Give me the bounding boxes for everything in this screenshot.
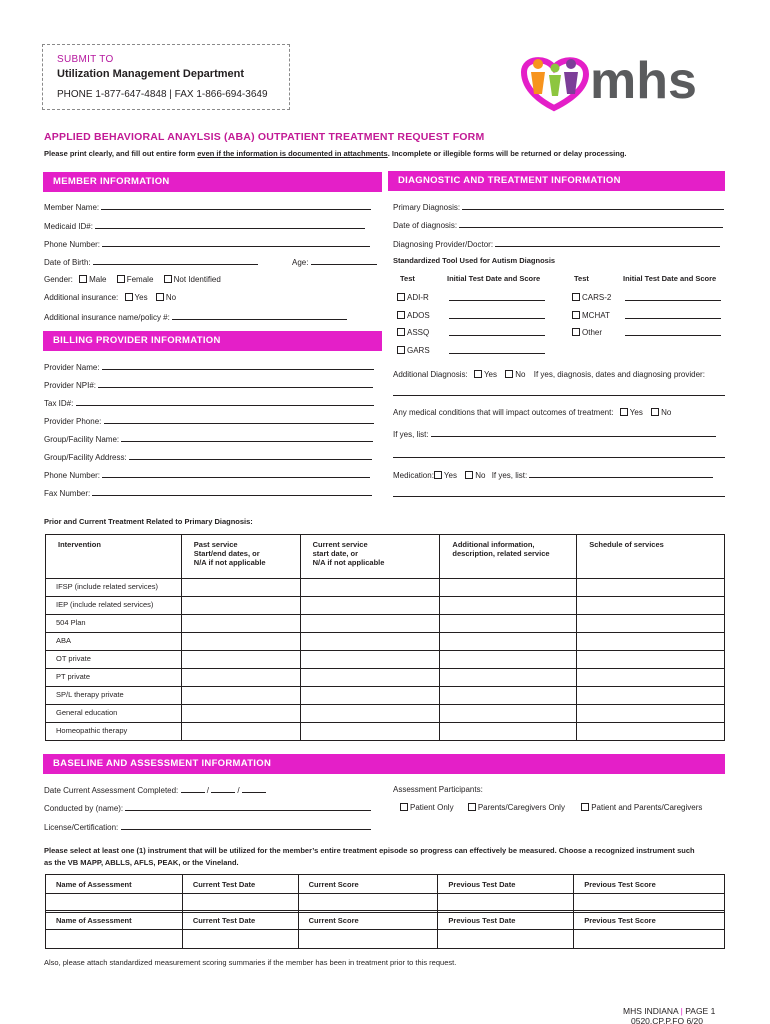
col-test-left: Test (400, 274, 415, 283)
form-instruction: Please print clearly, and fill out entire form even if the information is documented in attachments. Incomplete or illegible forms will be returned or delay processing. (44, 149, 627, 158)
treatment-cell[interactable] (577, 597, 725, 615)
as2-cell[interactable] (574, 930, 725, 949)
treatment-cell[interactable] (300, 633, 440, 651)
test-cars-2: CARS-2 (572, 293, 611, 302)
provider-npi-field[interactable]: Provider NPI#: (44, 380, 373, 390)
tool-heading: Standardized Tool Used for Autism Diagnosis (393, 256, 556, 265)
medical-list-line-2[interactable] (393, 457, 725, 458)
treatment-cell[interactable] (181, 705, 300, 723)
form-title: APPLIED BEHAVIORAL ANAYLSIS (ABA) OUTPATIENT TREATMENT REQUEST FORM (44, 131, 485, 143)
treatment-cell[interactable] (440, 669, 577, 687)
footer-code: 0520.CP.P.FO 6/20 (631, 1016, 703, 1024)
medication-no-checkbox[interactable] (465, 471, 473, 479)
gender-field: Gender: Male Female Not Identified (44, 275, 221, 284)
assessment-header-row-1 (46, 875, 725, 894)
adi-r-checkbox[interactable] (397, 293, 405, 301)
treatment-cell[interactable] (440, 597, 577, 615)
medical-list-field[interactable]: If yes, list: (393, 429, 716, 439)
as1-current-score: Current Score (298, 875, 438, 894)
th-intervention: Intervention (46, 535, 182, 579)
um-department: Utilization Management Department (57, 68, 245, 80)
col-test-right: Test (574, 274, 589, 283)
treatment-cell[interactable] (181, 669, 300, 687)
mchat-score-line[interactable] (625, 311, 721, 321)
treatment-cell[interactable] (577, 615, 725, 633)
diagnostic-header: DIAGNOSTIC AND TREATMENT INFORMATION (388, 171, 725, 191)
assq-checkbox[interactable] (397, 328, 405, 336)
th-additional-info: Additional information, description, related service (440, 535, 577, 579)
medication-line-2[interactable] (393, 496, 725, 497)
license-field[interactable]: License/Certification: (44, 822, 371, 832)
treatment-cell[interactable] (440, 615, 577, 633)
participants-options: Patient Only Parents/Caregivers Only Patient and Parents/Caregivers (400, 803, 702, 812)
as2-cell[interactable] (438, 930, 574, 949)
th-past-service: Past service Start/end dates, or N/A if not applicable (181, 535, 300, 579)
table-row (46, 723, 725, 741)
medical-conditions-field: Any medical conditions that will impact outcomes of treatment: Yes No (393, 408, 672, 417)
dob-field[interactable]: Date of Birth: (44, 257, 258, 267)
treatment-cell[interactable] (577, 687, 725, 705)
intervention-label: SP/L therapy private (46, 687, 182, 705)
table-row (46, 705, 725, 723)
table-row (46, 687, 725, 705)
insurance-no-checkbox[interactable] (156, 293, 164, 301)
primary-diagnosis-field[interactable]: Primary Diagnosis: (393, 202, 724, 212)
treatment-cell[interactable] (440, 705, 577, 723)
assessment-table-2 (45, 910, 725, 949)
add-diag-line[interactable] (393, 395, 725, 396)
treatment-cell[interactable] (181, 615, 300, 633)
billing-provider-header: BILLING PROVIDER INFORMATION (43, 331, 382, 351)
table-row (46, 615, 725, 633)
baseline-header: BASELINE AND ASSESSMENT INFORMATION (43, 754, 725, 774)
test-adi-r: ADI-R (397, 293, 429, 302)
assessment-entry-row-2[interactable] (46, 930, 725, 949)
intervention-label: OT private (46, 651, 182, 669)
treatment-cell[interactable] (300, 597, 440, 615)
as2-cell[interactable] (182, 930, 298, 949)
as1-current-date: Current Test Date (182, 875, 298, 894)
intervention-label: ABA (46, 633, 182, 651)
medication-yes-checkbox[interactable] (434, 471, 442, 479)
participants-label: Assessment Participants: (393, 785, 483, 794)
add-diag-no-checkbox[interactable] (505, 370, 513, 378)
as2-cell[interactable] (298, 930, 438, 949)
intervention-label: General education (46, 705, 182, 723)
insurance-policy-field[interactable]: Additional insurance name/policy #: (44, 312, 347, 322)
not-identified-checkbox[interactable] (164, 275, 172, 283)
th-current-service: Current service start date, or N/A if not applicable (300, 535, 440, 579)
treatment-cell[interactable] (440, 723, 577, 741)
assessment-header-row-2 (46, 911, 725, 930)
treatment-cell[interactable] (440, 633, 577, 651)
treatment-cell[interactable] (300, 687, 440, 705)
instrument-note: Please select at least one (1) instrument that will be utilized for the member’s entire treatment episode so progress can effectively be measured. Choose a recognized instrument such as the VB MAPP, ABLLS, AFLS, PEAK, or the Vineland. (44, 846, 695, 867)
adi-r-score-line[interactable] (449, 293, 545, 303)
treatment-cell[interactable] (577, 705, 725, 723)
additional-insurance-field: Additional insurance: Yes No (44, 293, 177, 302)
treatment-cell[interactable] (181, 579, 300, 597)
treatment-cell[interactable] (300, 705, 440, 723)
mhs-logo (516, 50, 728, 112)
treatment-cell[interactable] (440, 687, 577, 705)
th-schedule: Schedule of services (577, 535, 725, 579)
treatment-cell[interactable] (181, 633, 300, 651)
table-row (46, 633, 725, 651)
as1-prev-date: Previous Test Date (438, 875, 574, 894)
treatment-cell[interactable] (300, 615, 440, 633)
cars-2-score-line[interactable] (625, 293, 721, 303)
assessment-table-1 (45, 874, 725, 913)
col-initial-left: Initial Test Date and Score (447, 274, 541, 283)
intervention-label: IEP (include related services) (46, 597, 182, 615)
submit-to-box (42, 44, 290, 110)
tax-id-field[interactable]: Tax ID#: (44, 398, 374, 408)
treatment-cell[interactable] (300, 669, 440, 687)
cars-2-checkbox[interactable] (572, 293, 580, 301)
gars-checkbox[interactable] (397, 346, 405, 354)
intervention-label: PT private (46, 669, 182, 687)
intervention-label: IFSP (include related services) (46, 579, 182, 597)
as1-name: Name of Assessment (46, 875, 183, 894)
col-initial-right: Initial Test Date and Score (623, 274, 717, 283)
age-field[interactable]: Age: (292, 257, 377, 267)
insurance-yes-checkbox[interactable] (125, 293, 133, 301)
treatment-heading: Prior and Current Treatment Related to Primary Diagnosis: (44, 517, 253, 526)
as2-prev-score: Previous Test Score (574, 911, 725, 930)
treatment-cell[interactable] (577, 651, 725, 669)
other-score-line[interactable] (625, 328, 721, 338)
patient-only-checkbox[interactable] (400, 803, 408, 811)
test-ados: ADOS (397, 311, 430, 320)
attach-note: Also, please attach standardized measurement scoring summaries if the member has been in treatment prior to this request. (44, 958, 457, 967)
treatment-cell[interactable] (440, 651, 577, 669)
phone-fax: PHONE 1-877-647-4848 | FAX 1-866-694-3649 (57, 89, 268, 100)
member-name-field[interactable]: Member Name: (44, 202, 371, 212)
parents-only-checkbox[interactable] (468, 803, 476, 811)
other-checkbox[interactable] (572, 328, 580, 336)
billing-phone-field[interactable]: Phone Number: (44, 470, 370, 480)
footer-org-page: MHS INDIANA | PAGE 1 (623, 1006, 716, 1016)
as2-current-date: Current Test Date (182, 911, 298, 930)
additional-diagnosis-field: Additional Diagnosis: Yes No If yes, diagnosis, dates and diagnosing provider: (393, 370, 705, 379)
table-row (46, 579, 725, 597)
gars-score-line[interactable] (449, 346, 545, 356)
diagnosing-provider-field[interactable]: Diagnosing Provider/Doctor: (393, 239, 720, 249)
treatment-cell[interactable] (577, 723, 725, 741)
treatment-cell[interactable] (181, 597, 300, 615)
treatment-header-row (46, 535, 725, 579)
treatment-cell[interactable] (300, 579, 440, 597)
as2-name: Name of Assessment (46, 911, 183, 930)
group-name-field[interactable]: Group/Facility Name: (44, 434, 373, 444)
medical-yes-checkbox[interactable] (620, 408, 628, 416)
group-address-field[interactable]: Group/Facility Address: (44, 452, 372, 462)
date-of-diagnosis-field[interactable]: Date of diagnosis: (393, 220, 723, 230)
treatment-cell[interactable] (577, 669, 725, 687)
table-row (46, 597, 725, 615)
male-checkbox[interactable] (79, 275, 87, 283)
mchat-checkbox[interactable] (572, 311, 580, 319)
as2-current-score: Current Score (298, 911, 438, 930)
conducted-by-field[interactable]: Conducted by (name): (44, 803, 371, 813)
ados-score-line[interactable] (449, 311, 545, 321)
medicaid-id-field[interactable]: Medicaid ID#: (44, 221, 365, 231)
date-completed-field[interactable]: Date Current Assessment Completed: / / (44, 785, 266, 795)
ados-checkbox[interactable] (397, 311, 405, 319)
member-info-header: MEMBER INFORMATION (43, 172, 382, 192)
treatment-cell[interactable] (181, 723, 300, 741)
add-diag-yes-checkbox[interactable] (474, 370, 482, 378)
as2-cell[interactable] (46, 930, 183, 949)
intervention-label: 504 Plan (46, 615, 182, 633)
test-assq: ASSQ (397, 328, 429, 337)
assq-score-line[interactable] (449, 328, 545, 338)
treatment-cell[interactable] (181, 687, 300, 705)
treatment-cell[interactable] (577, 579, 725, 597)
provider-name-field[interactable]: Provider Name: (44, 362, 374, 372)
treatment-cell[interactable] (440, 579, 577, 597)
medical-no-checkbox[interactable] (651, 408, 659, 416)
treatment-cell[interactable] (300, 651, 440, 669)
table-row (46, 651, 725, 669)
provider-phone-field[interactable]: Provider Phone: (44, 416, 374, 426)
treatment-cell[interactable] (181, 651, 300, 669)
treatment-cell[interactable] (577, 633, 725, 651)
submit-to-label: SUBMIT TO (57, 54, 114, 65)
as1-prev-score: Previous Test Score (574, 875, 725, 894)
mhs-logo-mark (516, 50, 728, 112)
test-other: Other (572, 328, 602, 337)
medication-field: Medication: Yes No If yes, list: (393, 470, 713, 480)
logo-text: mhs (590, 52, 697, 110)
treatment-cell[interactable] (300, 723, 440, 741)
test-gars: GARS (397, 346, 430, 355)
phone-number-field[interactable]: Phone Number: (44, 239, 370, 249)
patient-parents-checkbox[interactable] (581, 803, 589, 811)
test-mchat: MCHAT (572, 311, 610, 320)
table-row (46, 669, 725, 687)
intervention-label: Homeopathic therapy (46, 723, 182, 741)
female-checkbox[interactable] (117, 275, 125, 283)
fax-number-field[interactable]: Fax Number: (44, 488, 372, 498)
as2-prev-date: Previous Test Date (438, 911, 574, 930)
treatment-table (45, 534, 725, 741)
